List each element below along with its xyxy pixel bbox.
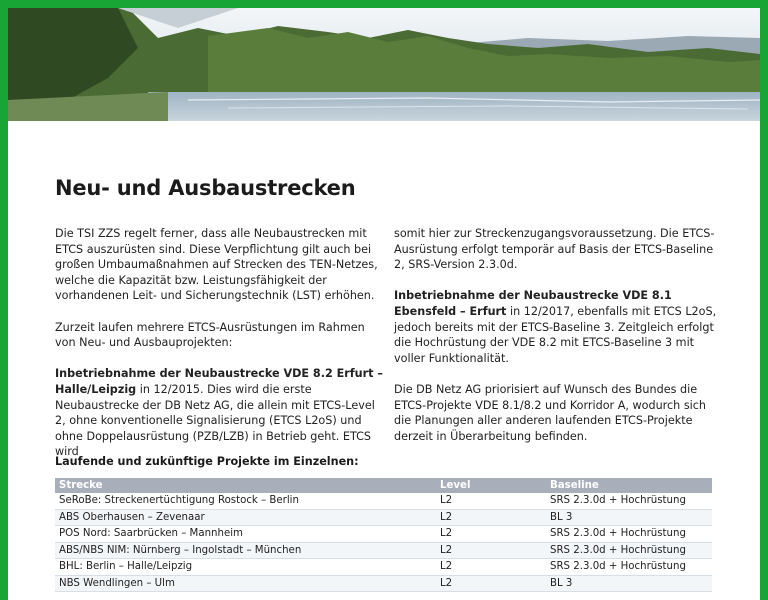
continuation-paragraph: somit hier zur Streckenzugangsvoraussetzung. Die ETCS-Ausrüstung erfolgt temporär auf Basis der ETCS-Baseline 2, SRS-Version 2.3.0d. (394, 227, 715, 272)
page-frame (8, 8, 760, 600)
vde82-paragraph (55, 366, 385, 460)
cell-level: L2 (436, 559, 546, 576)
header-baseline: Baseline (546, 478, 712, 493)
vde82-text: in 12/2015. Dies wird die erste Neubaustrecke der DB Netz AG, die allein mit ETCS-Level 2, ohne konventionelle Signalisierung (ETCS L2oS) und ohne Doppelausrüstung (PZB/LZB) in Betrieb geht. ETCS wird (55, 382, 375, 459)
table-row (55, 542, 712, 559)
cell-baseline: SRS 2.3.0d + Hochrüstung (546, 559, 712, 576)
cell-strecke: BHL: Berlin – Halle/Leipzig (55, 559, 436, 576)
table-row (55, 526, 712, 543)
table-title: Laufende und zukünftige Projekte im Einzelnen: (55, 455, 359, 468)
cell-baseline: SRS 2.3.0d + Hochrüstung (546, 493, 712, 509)
cell-baseline: BL 3 (546, 509, 712, 526)
cell-strecke: POS Nord: Saarbrücken – Mannheim (55, 526, 436, 543)
cell-baseline: BL 3 (546, 575, 712, 592)
table-row (55, 493, 712, 509)
cell-level (436, 592, 546, 600)
projects-table (55, 478, 712, 600)
cell-baseline: SRS 2.3.0d + Hochrüstung (546, 526, 712, 543)
table-row (55, 575, 712, 592)
status-paragraph: Zurzeit laufen mehrere ETCS-Ausrüstungen im Rahmen von Neu- und Ausbauprojekten: (55, 320, 365, 350)
cell-baseline: SRS 2.3.0d + Hochrüstung (546, 542, 712, 559)
table-header-row (55, 478, 712, 493)
priority-paragraph: Die DB Netz AG priorisiert auf Wunsch des Bundes die ETCS-Projekte VDE 8.1/8.2 und Korridor A, wodurch sich die Planungen aller anderen laufenden ETCS-Projekte derzeit in Überarbeitung befinden. (394, 382, 706, 443)
landscape-photo (8, 8, 760, 121)
cell-baseline (546, 592, 712, 600)
cell-level: L2 (436, 542, 546, 559)
cell-level: L2 (436, 509, 546, 526)
cell-level: L2 (436, 526, 546, 543)
left-column (55, 226, 385, 476)
cell-strecke: NBS Wendlingen – Ulm (55, 575, 436, 592)
cell-strecke: SeRoBe: Streckenertüchtigung Rostock – Berlin (55, 493, 436, 509)
table-row (55, 509, 712, 526)
intro-paragraph: Die TSI ZZS regelt ferner, dass alle Neubaustrecken mit ETCS auszurüsten sind. Diese Verpflichtung gilt auch bei großen Umbaumaßnahmen auf Strecken des TEN-Netzes, welche die Kapazität bzw. Leistungsfähigkeit der vorhandenen Leit- und Sicherungstechnik (LST) erhöhen. (55, 227, 378, 303)
vde81-paragraph (394, 288, 724, 366)
vde82-heading: Inbetriebnahme der Neubaustrecke VDE 8.2 Erfurt – Halle/Leipzig (55, 367, 383, 396)
header-level: Level (436, 478, 546, 493)
cell-strecke: ABS/NBS NIM: Nürnberg – Ingolstadt – München (55, 542, 436, 559)
header-strecke: Strecke (55, 478, 436, 493)
page-title: Neu- und Ausbaustrecken (55, 176, 356, 200)
vde81-text: in 12/2017, ebenfalls mit ETCS L2oS, jedoch bereits mit der ETCS-Baseline 3. Zeitgleich erfolgt die Hochrüstung der VDE 8.2 mit ETCS-Baseline 3 mit voller Funktionalität. (394, 304, 717, 365)
cell-level: L2 (436, 575, 546, 592)
vde81-heading: Inbetriebnahme der Neubaustrecke VDE 8.1 Ebensfeld – Erfurt (394, 289, 672, 318)
cell-strecke (55, 592, 436, 600)
cell-level: L2 (436, 493, 546, 509)
right-column (394, 226, 724, 460)
table-row (55, 559, 712, 576)
table-row (55, 592, 712, 600)
cell-strecke: ABS Oberhausen – Zevenaar (55, 509, 436, 526)
